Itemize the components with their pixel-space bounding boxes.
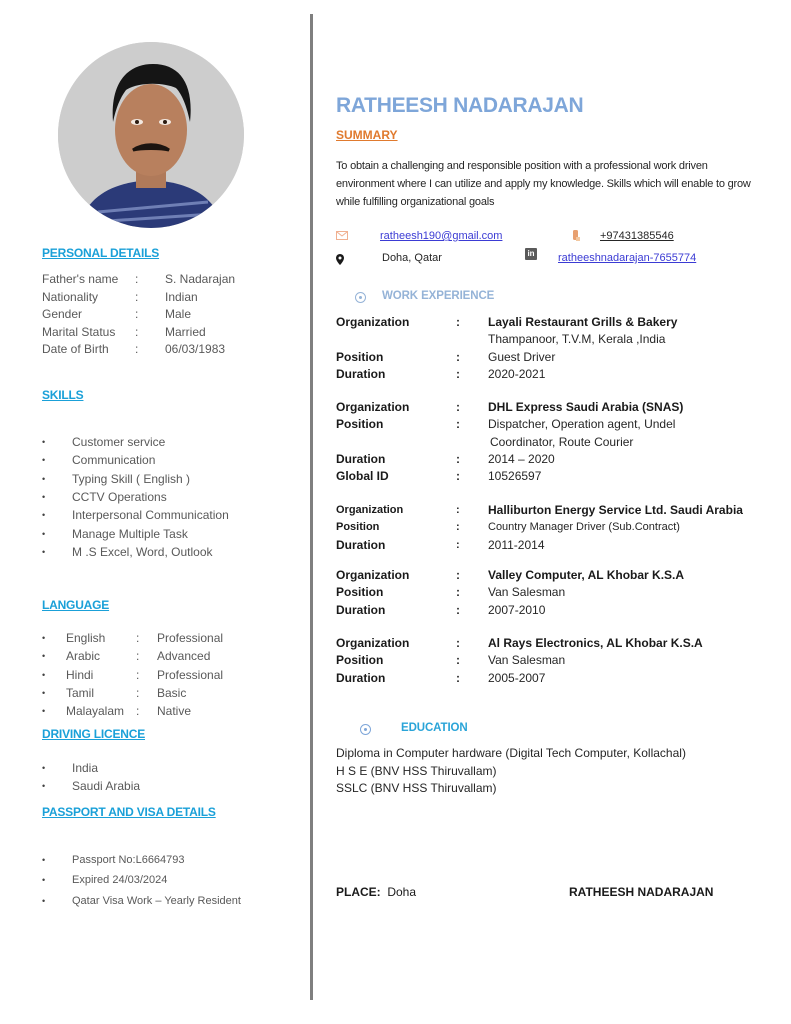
skill-item <box>42 433 229 451</box>
job-label: Duration <box>336 670 386 685</box>
profile-photo-image <box>58 42 244 228</box>
job-duration: 2007-2010 <box>488 602 546 617</box>
job-row <box>336 349 677 366</box>
job-entry <box>336 314 677 383</box>
job-position: Van Salesman <box>488 585 566 600</box>
skill-item <box>42 506 229 524</box>
bullet-icon: • <box>42 763 46 774</box>
skill-text: Manage Multiple Task <box>72 526 188 541</box>
signature-name: RATHEESH NADARAJAN <box>569 885 714 899</box>
job-separator: : <box>456 417 460 432</box>
language-separator: : <box>136 704 140 719</box>
bullet-icon: • <box>42 669 46 680</box>
job-entry <box>336 399 683 485</box>
job-label: Duration <box>336 366 386 381</box>
job-organization: DHL Express Saudi Arabia (SNAS) <box>488 400 684 414</box>
job-duration: 2011-2014 <box>488 537 545 552</box>
job-organization: Al Rays Electronics, AL Khobar K.S.A <box>488 636 703 650</box>
language-separator: : <box>136 686 140 701</box>
field-separator: : <box>135 342 139 357</box>
language-item <box>42 702 223 720</box>
passport-text: Expired 24/03/2024 <box>72 874 168 887</box>
licence-country: Saudi Arabia <box>72 779 141 794</box>
location-text: Doha, Qatar <box>382 252 442 264</box>
skill-text: Interpersonal Communication <box>72 508 229 523</box>
language-level: Advanced <box>157 649 211 664</box>
skill-text: Customer service <box>72 435 166 450</box>
job-label: Organization <box>336 504 404 516</box>
field-label: Father's name <box>42 272 119 286</box>
job-organization: Layali Restaurant Grills & Bakery <box>488 315 678 329</box>
job-row <box>336 331 677 348</box>
job-row <box>336 314 677 331</box>
skill-item <box>42 488 229 506</box>
job-label: Duration <box>336 602 386 617</box>
field-label: Nationality <box>42 289 99 304</box>
licence-item <box>42 759 140 777</box>
job-separator: : <box>456 602 460 617</box>
job-row <box>336 652 703 669</box>
job-label: Position <box>336 349 384 364</box>
summary-heading: SUMMARY <box>336 128 398 142</box>
bullet-icon: • <box>42 688 46 699</box>
personal-row-fathers-name <box>42 271 235 289</box>
job-separator: : <box>456 568 460 582</box>
personal-details-list <box>42 271 235 359</box>
job-row <box>336 366 677 383</box>
profile-photo <box>58 42 244 228</box>
column-divider <box>310 14 313 1000</box>
field-separator: : <box>135 272 139 286</box>
place-label: PLACE: <box>336 885 381 899</box>
language-level: Professional <box>157 667 224 682</box>
field-value: Indian <box>165 289 198 304</box>
language-heading: LANGUAGE <box>42 598 110 612</box>
field-value: 06/03/1983 <box>165 342 226 357</box>
job-label: Organization <box>336 400 410 414</box>
bullet-icon: • <box>42 781 46 792</box>
job-location: Thampanoor, T.V.M, Kerala ,India <box>488 332 666 347</box>
bullet-icon: • <box>42 528 46 539</box>
bullet-icon: • <box>42 455 46 466</box>
bullet-icon: • <box>42 546 46 557</box>
job-row <box>336 537 743 554</box>
job-separator <box>456 331 488 348</box>
language-level: Native <box>157 704 192 719</box>
personal-details-heading: PERSONAL DETAILS <box>42 246 160 260</box>
job-duration: 2020-2021 <box>488 366 546 381</box>
linkedin-icon: in <box>525 248 537 260</box>
education-item: H S E (BNV HSS Thiruvallam) <box>336 763 497 778</box>
place-value: Doha <box>387 885 417 899</box>
language-name: English <box>66 631 106 646</box>
job-label: Position <box>336 417 384 432</box>
skills-heading: SKILLS <box>42 388 84 402</box>
personal-row-marital-status <box>42 324 235 342</box>
passport-visa-list <box>42 850 241 911</box>
job-label: Position <box>336 653 384 668</box>
job-separator: : <box>456 585 460 600</box>
phone-link[interactable]: +97431385546 <box>600 230 674 242</box>
job-separator: : <box>456 521 460 534</box>
job-label: Organization <box>336 568 410 582</box>
job-row <box>336 502 743 519</box>
linkedin-link[interactable]: ratheeshnadarajan-7655774 <box>558 252 697 264</box>
job-row <box>336 635 703 652</box>
job-row <box>336 567 684 584</box>
field-value: S. Nadarajan <box>165 272 236 286</box>
place-line <box>336 885 416 899</box>
job-row <box>336 602 684 619</box>
job-separator: : <box>456 653 460 668</box>
field-separator: : <box>135 289 139 304</box>
job-position: Country Manager Driver (Sub.Contract) <box>488 521 680 534</box>
driving-licence-heading: DRIVING LICENCE <box>42 727 146 741</box>
job-row <box>336 434 683 451</box>
job-row <box>336 670 703 687</box>
phone-icon <box>572 229 580 242</box>
education-item: SSLC (BNV HSS Thiruvallam) <box>336 781 497 796</box>
job-separator: : <box>456 366 460 381</box>
job-entry <box>336 502 743 554</box>
bullet-icon: • <box>42 895 46 906</box>
skill-text: Typing Skill ( English ) <box>72 471 191 486</box>
job-label <box>336 331 456 348</box>
bullet-icon: • <box>42 492 46 503</box>
education-list <box>336 745 686 798</box>
job-label: Organization <box>336 636 410 650</box>
bullet-icon: • <box>42 875 46 886</box>
language-separator: : <box>136 631 140 646</box>
field-label: Marital Status <box>42 324 116 339</box>
job-position: Van Salesman <box>488 653 566 668</box>
field-label: Gender <box>42 307 83 322</box>
job-organization: Valley Computer, AL Khobar K.S.A <box>488 568 685 582</box>
skill-item <box>42 524 229 542</box>
email-link[interactable]: ratheesh190@gmail.com <box>380 230 503 242</box>
field-separator: : <box>135 307 139 322</box>
bullet-icon: • <box>42 651 46 662</box>
language-name: Hindi <box>66 667 94 682</box>
map-pin-icon <box>336 252 344 263</box>
personal-row-gender <box>42 306 235 324</box>
passport-text: Passport No:L6664793 <box>72 854 185 867</box>
skill-text: Communication <box>72 453 156 468</box>
job-row <box>336 468 683 485</box>
passport-text: Qatar Visa Work – Yearly Resident <box>72 894 241 907</box>
language-separator: : <box>136 649 140 664</box>
job-separator: : <box>456 349 460 364</box>
language-item <box>42 629 223 647</box>
job-label: Position <box>336 585 384 600</box>
job-row <box>336 519 743 536</box>
language-name: Tamil <box>66 686 95 701</box>
target-bullet-icon <box>355 292 366 303</box>
field-separator: : <box>135 324 139 339</box>
skill-item <box>42 451 229 469</box>
skills-list <box>42 433 229 561</box>
job-duration: 2014 – 2020 <box>488 451 555 466</box>
job-separator: : <box>456 636 460 650</box>
skill-text: CCTV Operations <box>72 490 167 505</box>
job-separator <box>456 434 488 451</box>
job-separator: : <box>456 451 460 466</box>
job-organization: Halliburton Energy Service Ltd. Saudi Arabia <box>488 503 743 517</box>
language-level: Professional <box>157 631 224 646</box>
field-value: Married <box>165 324 206 339</box>
passport-item <box>42 850 241 870</box>
job-entry <box>336 635 703 687</box>
personal-row-date-of-birth <box>42 341 235 359</box>
bullet-icon: • <box>42 510 46 521</box>
language-separator: : <box>136 667 140 682</box>
candidate-name: RATHEESH NADARAJAN <box>336 94 584 117</box>
job-separator: : <box>456 400 460 414</box>
skill-item <box>42 543 229 561</box>
job-row <box>336 399 683 416</box>
work-experience-heading: WORK EXPERIENCE <box>382 290 495 302</box>
language-level: Basic <box>157 686 187 701</box>
field-value: Male <box>165 307 192 322</box>
language-name: Malayalam <box>66 704 125 719</box>
job-label: Organization <box>336 315 410 329</box>
job-row <box>336 584 684 601</box>
skill-item <box>42 470 229 488</box>
job-label: Position <box>336 521 380 534</box>
job-separator: : <box>456 315 460 329</box>
personal-row-nationality <box>42 289 235 307</box>
job-entry <box>336 567 684 619</box>
job-label <box>336 434 456 451</box>
bullet-icon: • <box>42 855 46 866</box>
education-heading: EDUCATION <box>401 722 468 734</box>
language-name: Arabic <box>66 649 101 664</box>
driving-licence-list <box>42 759 140 796</box>
language-item <box>42 647 223 665</box>
passport-visa-heading: PASSPORT AND VISA DETAILS <box>42 805 216 819</box>
job-position-continued: Coordinator, Route Courier <box>490 434 634 449</box>
language-item <box>42 666 223 684</box>
passport-item <box>42 891 241 911</box>
job-position: Guest Driver <box>488 349 556 364</box>
job-separator: : <box>456 469 460 484</box>
bullet-icon: • <box>42 706 46 717</box>
job-row <box>336 416 683 433</box>
education-item: Diploma in Computer hardware (Digital Tech Computer, Kollachal) <box>336 746 686 760</box>
job-label: Duration <box>336 451 386 466</box>
language-list <box>42 629 223 720</box>
skill-text: M .S Excel, Word, Outlook <box>72 544 213 559</box>
job-separator: : <box>456 504 460 516</box>
mail-icon <box>336 231 348 240</box>
field-label: Date of Birth <box>42 342 109 357</box>
summary-text: To obtain a challenging and responsible position with a professional work driven environment where I can utilize and apply my knowledge. Skills which will enable to grow while fulfilling organizational goals <box>336 160 751 208</box>
passport-item <box>42 870 241 890</box>
licence-country: India <box>72 761 99 776</box>
bullet-icon: • <box>42 437 46 448</box>
licence-item <box>42 777 140 795</box>
job-label: Global ID <box>336 469 389 484</box>
bullet-icon: • <box>42 473 46 484</box>
job-row <box>336 451 683 468</box>
job-label: Duration <box>336 537 386 552</box>
target-bullet-icon <box>360 724 371 735</box>
job-separator: : <box>456 670 460 685</box>
job-separator: : <box>456 538 460 551</box>
job-duration: 2005-2007 <box>488 670 546 685</box>
language-item <box>42 684 223 702</box>
job-global-id: 10526597 <box>488 469 542 484</box>
job-position: Dispatcher, Operation agent, Undel <box>488 417 676 432</box>
bullet-icon: • <box>42 633 46 644</box>
